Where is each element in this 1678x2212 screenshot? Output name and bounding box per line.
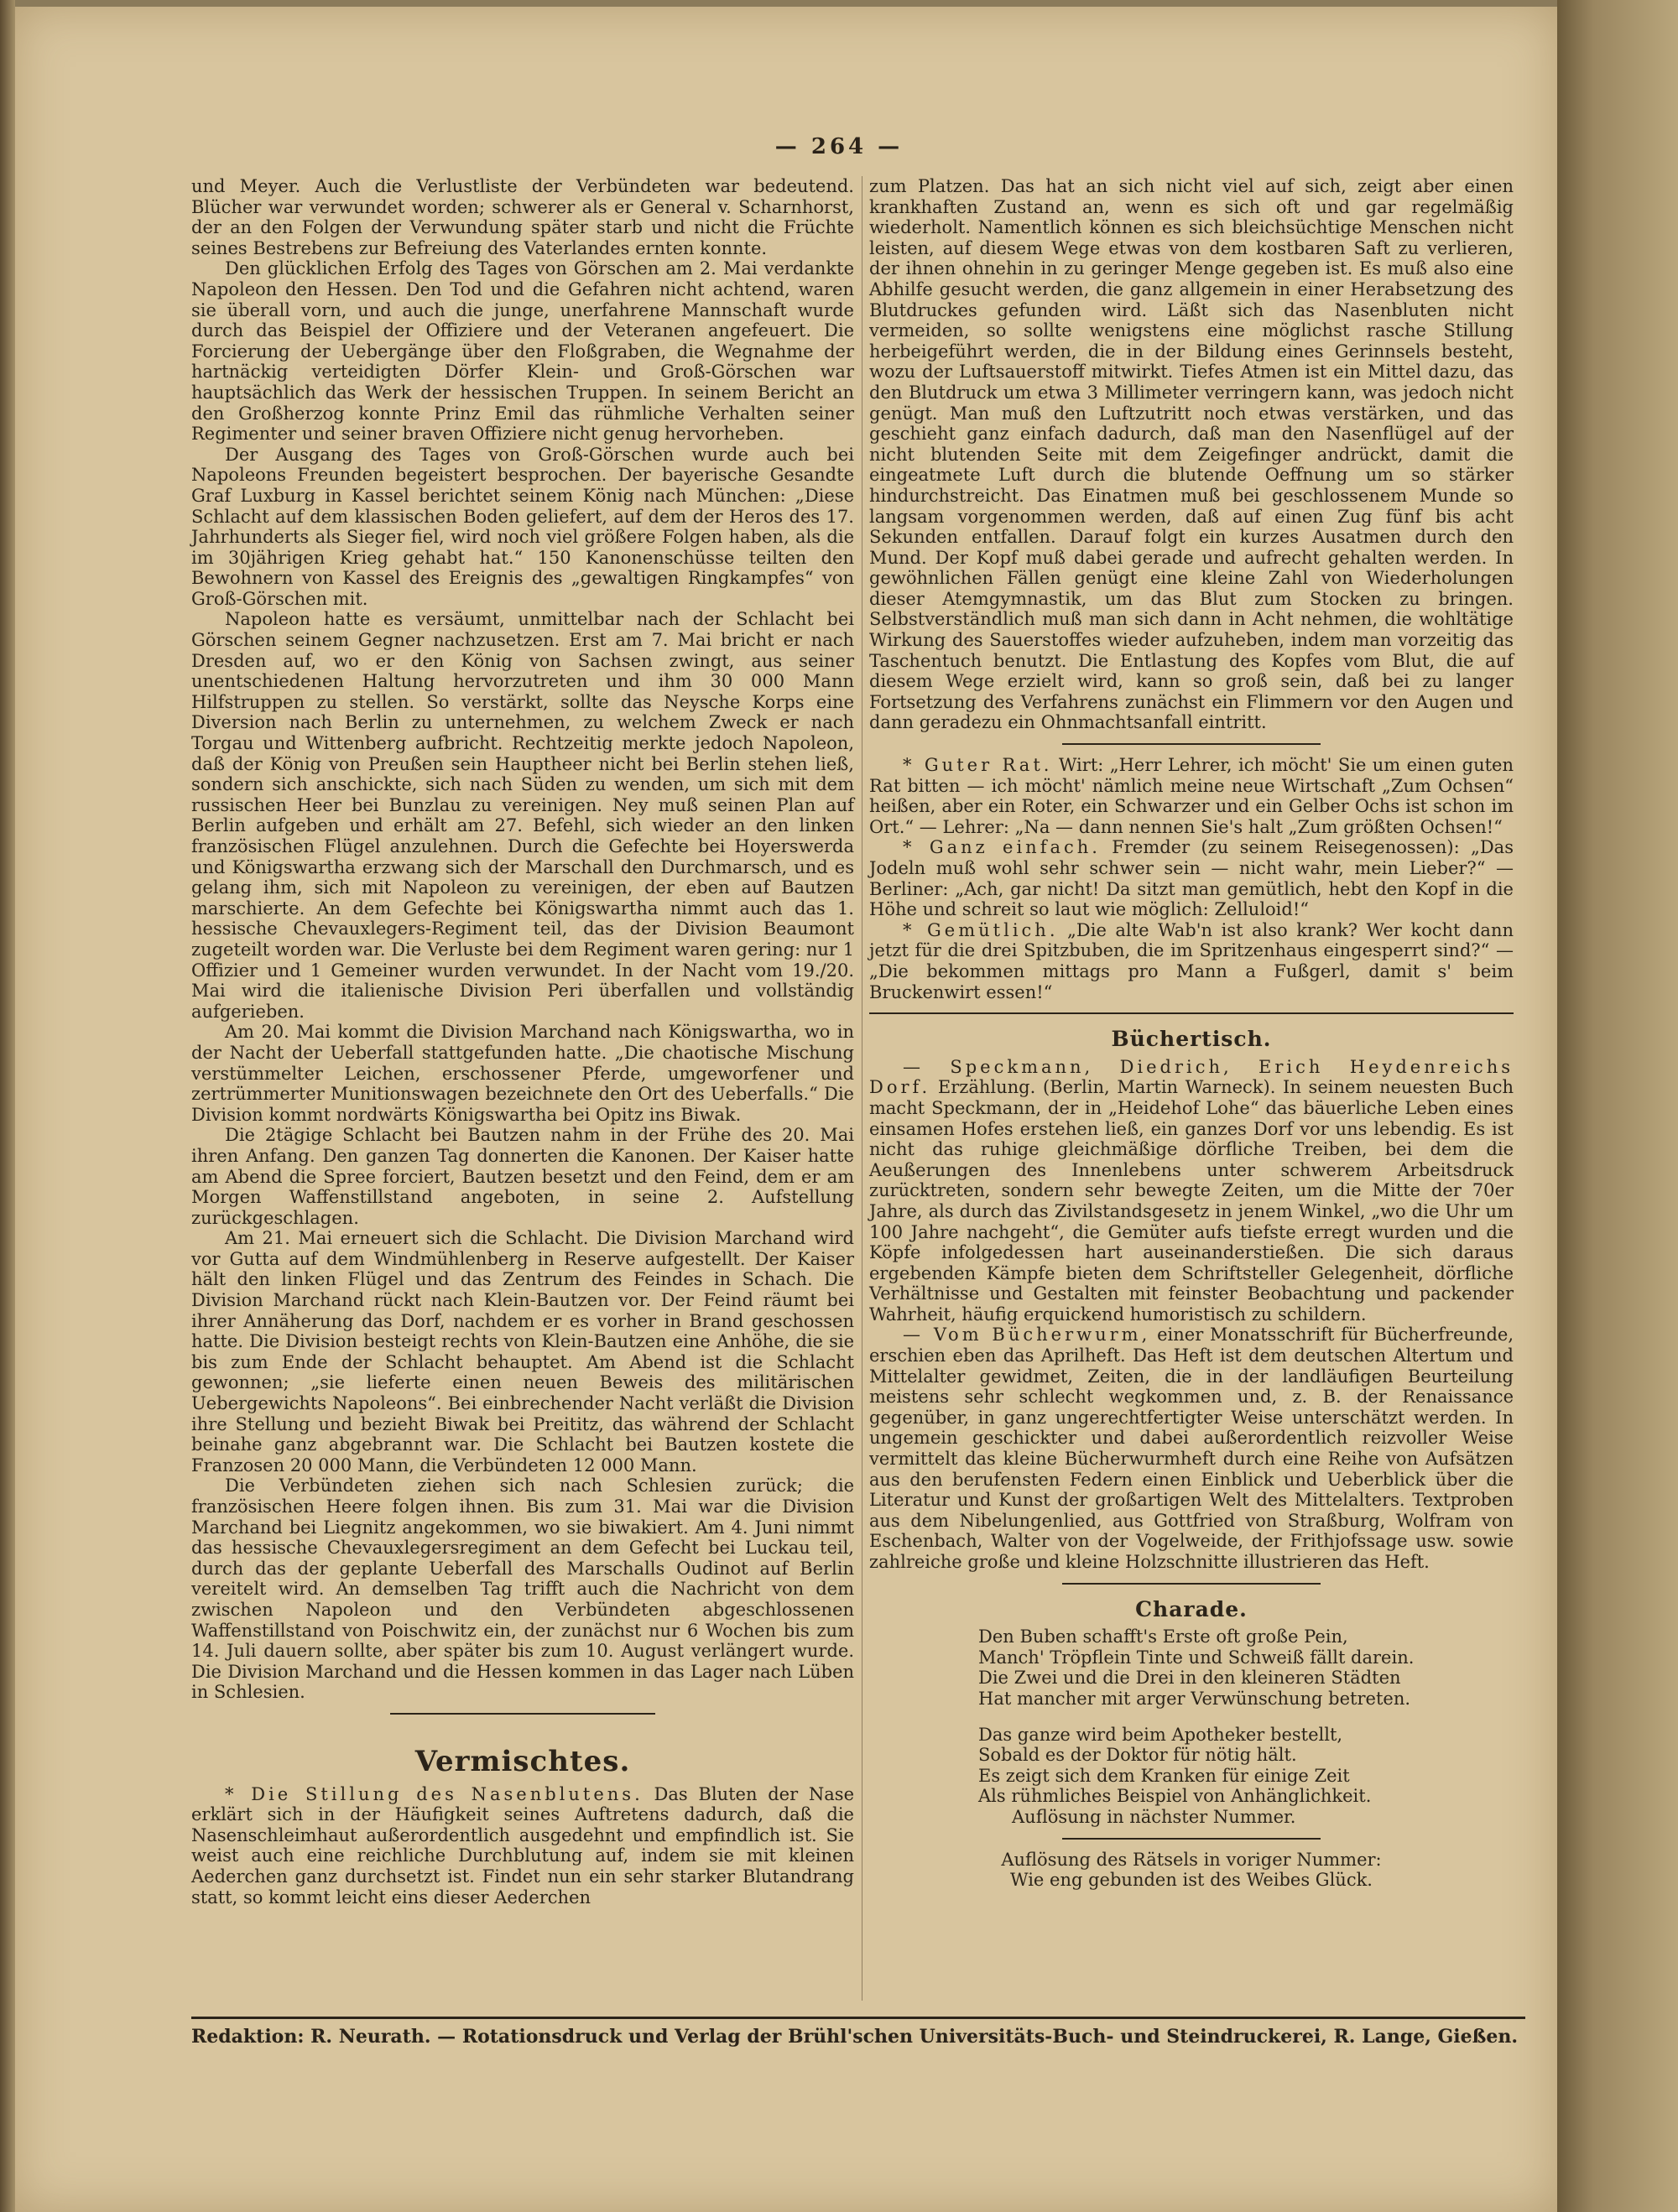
section-divider <box>1062 1583 1320 1585</box>
page-left-edge <box>0 0 15 2212</box>
anecdote-title: * Gemütlich. <box>903 919 1059 940</box>
vermischtes-item <box>191 1784 854 1908</box>
verse-line: Manch' Tröpflein Tinte und Schweiß fällt darein. <box>978 1647 1415 1668</box>
anecdote-title: * Ganz einfach. <box>903 837 1101 858</box>
vermischtes-heading: Vermischtes. <box>414 1744 631 1778</box>
item-title: * Die Stillung des Nasenblutens. <box>225 1783 644 1804</box>
anecdote-text: Fremder (zu seinem Reisegenossen): „Das Jodeln muß wohl sehr schwer sein — nicht wahr, mein Lieber?“ — Berliner: „Ach, gar nicht! Da sitzt man gemütlich, hebt den Kopf in die Höhe und schreit so laut wie möglich: Zelluloid!“ <box>869 837 1514 920</box>
verse-line: Die Zwei und die Drei in den kleineren Städten <box>978 1668 1401 1689</box>
review-text: Erzählung. (Berlin, Martin Warneck). In seinem neuesten Buch macht Speckmann, der in „Heidehof Lohe“ das bäuerliche Leben eines einsamen Hofes erstehen ließ, ein ganzes Dorf vor uns lebendig. Es ist nicht das ruhige gleichmäßige dörfliche Treiben, bei dem die Aeußerungen des Innenlebens unter schwerem Arbeitsdruck zurücktreten, sondern sehr bewegte Zeiten, um die Mitte der 70er Jahre, als durch das Zivilstandsgesetz in jenem Winkel, „wo die Uhr um 100 Jahre nachgeht“, die Gemüter aufs tiefste erregt wurden und die Köpfe infolgedessen hart auseinanderstießen. Die sich daraus ergebenden Kämpfe bieten dem Schriftsteller Gelegenheit, dörfliche Verhältnisse und Gestalten mit feinster Beobachtung und packender Wahrheit, häufig erquickend humoristisch zu schildern. <box>869 1077 1514 1325</box>
section-divider <box>869 1012 1514 1014</box>
book-gutter <box>1557 0 1678 2212</box>
section-divider <box>390 1713 655 1715</box>
charade-verse <box>869 1626 1514 1827</box>
review-title: — Speckmann, Diedrich, Erich Heydenreichs Dorf. <box>869 1056 1514 1098</box>
verse-line: Als rühmliches Beispiel von Anhänglichkeit. <box>978 1786 1372 1807</box>
article-paragraph: Die 2tägige Schlacht bei Bautzen nahm in der Frühe des 20. Mai ihren Anfang. Den ganzen Tag donnerten die Kanonen. Der Kaiser hatte am Abend die Spree forciert, Bautzen besetzt und den Feind, dem er am Morgen Waffenstillstand angeboten, in seine 2. Aufstellung zurückgeschlagen. <box>191 1125 854 1228</box>
left-column <box>191 176 854 1908</box>
buechertisch-heading: Büchertisch. <box>1111 1027 1272 1052</box>
verse-line: Hat mancher mit arger Verwünschung betreten. <box>978 1688 1411 1709</box>
anecdote <box>869 837 1514 919</box>
review-title: — Vom Bücherwurm, <box>903 1325 1151 1345</box>
review-text: einer Monatsschrift für Bücherfreunde, erschien eben das Aprilheft. Das Heft ist dem deutschen Altertum und Mittelalter gewidmet, Zeiten, die in der landläufigen Beurteilung meistens sehr schlecht wegkommen und, z. B. der Renaissance gegenüber, in ganz ungerechtfertigter Weise unterschätzt werden. In ungemein geschickter und dabei außerordentlich reizvoller Weise vermittelt das kleine Bücherwurmheft durch eine Reihe von Aufsätzen aus den berufensten Federn einen Einblick und Ueberblick über die Literatur und Kunst der großartigen Welt des Mittelalters. Textproben aus dem Nibelungenlied, aus Gottfried von Straßburg, Wolfram von Eschenbach, Walter von der Vogelweide, der Frithjofssage usw. sowie zahlreiche große und kleine Holzschnitte illustrieren das Heft. <box>869 1325 1514 1572</box>
article-paragraph: Den glücklichen Erfolg des Tages von Görschen am 2. Mai verdankte Napoleon den Hessen. Den Tod und die Gefahren nicht achtend, waren sie überall vorn, und auch die junge, unerfahrene Mannschaft wurde durch das Beispiel der Offiziere und der Veteranen angefeuert. Die Forcierung der Uebergänge über den Floßgraben, die Wegnahme der hartnäckig verteidigten Dörfer Klein- und Groß-Görschen war hauptsächlich das Werk der hessischen Truppen. In seinem Bericht an den Großherzog konnte Prinz Emil das rühmliche Verhalten seiner Regimenter und seiner braven Offiziere nicht genug hervorheben. <box>191 258 854 445</box>
anecdote <box>869 920 1514 1002</box>
article-paragraph: und Meyer. Auch die Verlustliste der Verbündeten war bedeutend. Blücher war verwundet worden; schwerer als er General v. Scharnhorst, der an den Folgen der Verwundung später starb und nicht die Früchte seines Bestrebens zur Befreiung des Vaterlandes ernten konnte. <box>191 176 854 258</box>
article-paragraph: Die Verbündeten ziehen sich nach Schlesien zurück; die französischen Heere folgen ihnen. Bis zum 31. Mai war die Division Marchand bei Liegnitz angekommen, wo sie biwakiert. Am 4. Juni nimmt das hessische Chevauxlegersregiment an dem Gefecht bei Luckau teil, durch das der geplante Ueberfall des Marschalls Oudinot auf Berlin vereitelt wird. An demselben Tag trifft auch die Nachricht von dem zwischen Napoleon und den Verbündeten abgeschlossenen Waffenstillstand von Poischwitz ein, der zunächst nur 6 Wochen bis zum 14. Juli dauern sollte, aber später bis zum 10. August verlängert wurde. Die Division Marchand und die Hessen kommen in das Lager nach Lüben in Schlesien. <box>191 1476 854 1703</box>
verse-line: Den Buben schafft's Erste oft große Pein, <box>978 1626 1348 1647</box>
anecdote-title: * Guter Rat. <box>903 755 1053 776</box>
page-number: — 264 — <box>774 134 904 159</box>
right-column <box>869 176 1514 1891</box>
article-paragraph: Napoleon hatte es versäumt, unmittelbar nach der Schlacht bei Görschen seinem Gegner nachzusetzen. Erst am 7. Mai bricht er nach Dresden auf, wo er den König von Sachsen zwingt, aus seiner unentschiedenen Haltung hervorzutreten und ihm 30 000 Mann Hilfstruppen zu stellen. So verstärkt, sollte das Neysche Korps eine Diversion nach Berlin zu unternehmen, zu welchem Zweck er nach Torgau und Wittenberg aufbricht. Rechtzeitig merkte jedoch Napoleon, daß der König von Preußen sein Hauptheer nicht bei Berlin stehen ließ, sondern sich anschickte, sich nach Süden zu wenden, um sich mit dem russischen Heer bei Bunzlau zu vereinigen. Ney muß seinen Plan auf Berlin aufgeben und erhält am 27. Befehl, sich wieder an den linken französischen Flügel anzulehnen. Durch die Gefechte bei Hoyerswerda und Königswartha erzwang sich der Marschall den Durchmarsch, und es gelang ihm, sich mit Napoleon zu vereinigen, der eben auf Bautzen marschierte. An dem Gefechte bei Königswartha nimmt auch das 1. hessische Chevauxlegers-Regiment teil, das der Division Beaumont zugeteilt worden war. Die Verluste bei dem Regiment waren gering: nur 1 Offizier und 1 Gemeiner wurden verwundet. In der Nacht vom 19./20. Mai wird die italienische Division Peri überfallen und vollständig aufgerieben. <box>191 609 854 1022</box>
anecdote-text: Wirt: „Herr Lehrer, ich möcht' Sie um einen guten Rat bitten — ich möcht' nämlich meine neue Wirtschaft „Zum Ochsen“ heißen, aber ein Roter, ein Schwarzer und ein Gelber Ochs ist schon im Ort.“ — Lehrer: „Na — dann nennen Sie's halt „Zum größten Ochsen!“ <box>869 755 1514 837</box>
charade-heading: Charade. <box>1135 1596 1248 1621</box>
book-review <box>869 1325 1514 1572</box>
previous-solution-label: Auflösung des Rätsels in voriger Nummer: <box>1001 1849 1382 1870</box>
item-text: Das Bluten der Nase erklärt sich in der Häufigkeit seines Auftretens dadurch, daß die Nasenschleimhaut außerordentlich ausgedehnt und empfindlich ist. Sie weist auch eine reichliche Durchblutung auf, indem sie mit kleinen Aederchen ganz durchsetzt ist. Findet nun ein sehr starker Blutandrang statt, so kommt leicht eins dieser Aederchen <box>191 1783 854 1908</box>
section-divider <box>1062 1838 1320 1840</box>
anecdote <box>869 755 1514 837</box>
verse-line: Sobald es der Doktor für nötig hält. <box>978 1745 1297 1766</box>
solution-note: Auflösung in nächster Nummer. <box>1012 1806 1296 1827</box>
verse-line: Das ganze wird beim Apotheker bestellt, <box>978 1724 1343 1745</box>
article-paragraph: Am 20. Mai kommt die Division Marchand nach Königswartha, wo in der Nacht der Ueberfall stattgefunden hatte. „Die chaotische Mischung verstümmelter Leichen, erschossener Pferde, umgeworfener und zertrümmerter Munitionswagen bezeichnete den Ort des Ueberfalls.“ Die Division kommt nordwärts Königswartha bei Opitz ins Biwak. <box>191 1022 854 1125</box>
book-review <box>869 1057 1514 1325</box>
verse-line: Es zeigt sich dem Kranken für einige Zeit <box>978 1765 1350 1786</box>
article-continuation: zum Platzen. Das hat an sich nicht viel auf sich, zeigt aber einen krankhaften Zustand an, wenn es sich oft und gar regelmäßig wiederholt. Namentlich können es sich bleichsüchtige Menschen nicht leisten, auf diesem Wege etwas von dem kostbaren Saft zu verlieren, der ihnen ohnehin in zu geringer Menge gegeben ist. Es muß also eine Abhilfe gesucht werden, die ganz allgemein in einer Herabsetzung des Blutdruckes gefunden wird. Läßt sich das Nasenbluten nicht vermeiden, so sollte wenigstens eine möglichst rasche Stillung herbeigeführt werden, die in der Bildung eines Gerinnsels besteht, wozu der Luftsauerstoff mitwirkt. Tiefes Atmen ist ein Mittel dazu, das den Blutdruck um etwa 3 Millimeter verringern kann, was jedoch nicht genügt. Man muß den Luftzutritt noch etwas verstärken, und das geschieht ganz einfach dadurch, daß man den Nasenflügel auf der nicht blutenden Seite mit dem Zeigefinger andrückt, damit die eingeatmete Luft durch die blutende Oeffnung um so stärker hindurchstreicht. Das Einatmen muß bei geschlossenem Munde so langsam vorgenommen werden, daß auf einen Zug fünf bis acht Sekunden entfallen. Darauf folgt ein kurzes Ausatmen durch den Mund. Der Kopf muß dabei gerade und aufrecht gehalten werden. In gewöhnlichen Fällen genügt eine kleine Zahl von Wiederholungen dieser Atemgymnastik, um das Blut zum Stocken zu bringen. Selbstverständlich muß man sich dann in Acht nehmen, die wohltätige Wirkung des Sauerstoffes wieder aufzuheben, indem man vorzeitig das Taschentuch benutzt. Die Entlastung des Kopfes vom Blut, die auf diesem Wege erzielt wird, kann so groß sein, daß bei zu langer Fortsetzung des Verfahrens zunächst ein Flimmern vor den Augen und dann geradezu ein Ohnmachtsanfall eintritt. <box>869 176 1514 733</box>
imprint-footer: Redaktion: R. Neurath. — Rotationsdruck und Verlag der Brühl'schen Universitäts-Buch- und Steindruckerei, R. Lange, Gießen. <box>191 2017 1525 2048</box>
previous-solution-answer: Wie eng gebunden ist des Weibes Glück. <box>1010 1870 1373 1891</box>
article-paragraph: Der Ausgang des Tages von Groß-Görschen wurde auch bei Napoleons Freunden begeistert besprochen. Der bayerische Gesandte Graf Luxburg in Kassel berichtet seinem König nach München: „Diese Schlacht auf dem klassischen Boden geliefert, auf dem der Heros des 17. Jahrhunderts als Sieger fiel, wird noch viel größere Folgen haben, als die im 30jährigen Krieg gehabt hat.“ 150 Kanonenschüsse teilten den Bewohnern von Kassel des Ereignis des „gewaltigen Ringkampfes“ von Groß-Görschen mit. <box>191 444 854 609</box>
anecdote-text: „Die alte Wab'n ist also krank? Wer kocht dann jetzt für die drei Spitzbuben, die im Spritzenhaus eingesperrt sind?“ — „Die bekommen mittags pro Mann a Fußgerl, damit s' beim Bruckenwirt essen!“ <box>869 919 1514 1002</box>
article-paragraph: Am 21. Mai erneuert sich die Schlacht. Die Division Marchand wird vor Gutta auf dem Windmühlenberg in Reserve aufgestellt. Der Kaiser hält den linken Flügel und das Zentrum des Feindes in Schach. Die Division Marchand rückt nach Klein-Bautzen vor. Der Feind räumt bei ihrer Annäherung das Dorf, nachdem er es vorher in Brand geschossen hatte. Die Division besteigt rechts von Klein-Bautzen eine Anhöhe, die sie bis zum Ende der Schlacht behauptet. Am Abend ist die Schlacht gewonnen; „sie lieferte einen neuen Beweis des militärischen Uebergewichts Napoleons“. Bei einbrechender Nacht verläßt die Division ihre Stellung und bezieht Biwak bei Preititz, das während der Schlacht beinahe ganz abgebrannt war. Die Schlacht bei Bautzen kostete die Franzosen 20 000 Mann, die Verbündeten 12 000 Mann. <box>191 1228 854 1476</box>
section-divider <box>1062 743 1320 745</box>
